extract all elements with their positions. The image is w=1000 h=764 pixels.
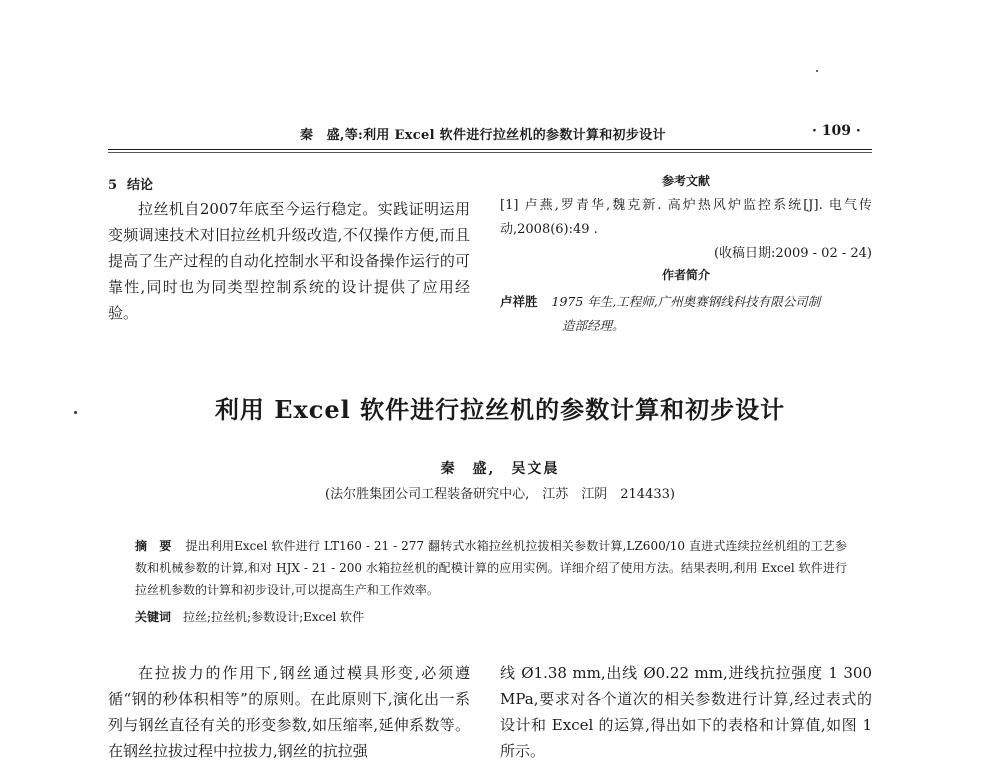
body-column-right <box>500 660 872 764</box>
received-date: (收稿日期:2009 - 02 - 24) <box>713 246 872 261</box>
section-title: 结论 <box>127 178 154 193</box>
author-description: 1975 年生,工程师,广州奥赛钢线科技有限公司制 <box>551 294 821 309</box>
author-description-cont: 造部经理。 <box>562 318 625 333</box>
conclusion-body <box>108 196 470 326</box>
body-paragraph-right: 线 Ø1.38 mm,出线 Ø0.22 mm,进线抗拉强度 1 300 MPa,要求对各个道次的相关参数进行计算,经过表式的设计和 Excel 的运算,得出如下的表格和计算值,如图 1 所示。 <box>500 664 872 760</box>
article-authors: 秦 盛, 吴文晨 <box>440 461 560 477</box>
reference-item: [1] 卢燕,罗青华,魏克新. 高炉热风炉监控系统[J]. 电气传动,2008(6):49 . <box>500 198 872 237</box>
header-rule <box>108 149 872 150</box>
references-heading: 参考文献 <box>661 174 710 188</box>
abstract-label: 摘 要 <box>135 539 172 553</box>
keywords <box>135 608 847 625</box>
conclusion-paragraph: 拉丝机自2007年底至今运行稳定。实践证明运用变频调速技术对旧拉丝机升级改造,不仅操作方便,而且提高了生产过程的自动化控制水平和设备操作运行的可靠性,同时也为同类型控制系统的设计提供了应用经验。 <box>108 200 470 322</box>
author-profile-heading: 作者简介 <box>661 268 710 282</box>
article-affiliation: (法尔胜集团公司工程装备研究中心, 江苏 江阴 214433) <box>325 487 675 502</box>
section-number: 5 <box>108 178 118 193</box>
running-header-title: 秦 盛,等:利用 Excel 软件进行拉丝机的参数计算和初步设计 <box>300 128 666 143</box>
author-name: 卢祥胜 <box>500 294 538 309</box>
body-paragraph-left: 在拉拔力的作用下,钢丝通过模具形变,必须遵循“钢的秒体积相等”的原则。在此原则下,演化出一系列与钢丝直径有关的形变参数,如压缩率,延伸系数等。在钢丝拉拔过程中拉拔力,钢丝的抗拉强 <box>108 664 470 760</box>
keywords-label: 关键词 <box>135 610 172 624</box>
body-column-left <box>108 660 470 764</box>
page-number: · 109 · <box>812 123 861 139</box>
article-title: 利用 Excel 软件进行拉丝机的参数计算和初步设计 <box>214 395 786 424</box>
author-profile <box>500 290 872 338</box>
abstract-text: 提出利用Excel 软件进行 LT160 - 21 - 277 翻转式水箱拉丝机拉拔相关参数计算,LZ600/10 直进式连续拉丝机组的工艺参数和机械参数的计算,和对 HJX - 21 - 200 水箱拉丝机的配模计算的应用实例。详细介绍了使用方法。结果表明,利用 Excel 软件进行拉丝机参数的计算和初步设计,可以提高生产和工作效率。 <box>135 539 847 597</box>
scan-speck <box>74 411 77 414</box>
header-rule-thin <box>108 152 872 153</box>
abstract <box>135 535 847 601</box>
scan-speck <box>816 70 818 72</box>
section-heading-conclusion <box>108 174 153 193</box>
keywords-text: 拉丝;拉丝机;参数设计;Excel 软件 <box>183 610 365 624</box>
